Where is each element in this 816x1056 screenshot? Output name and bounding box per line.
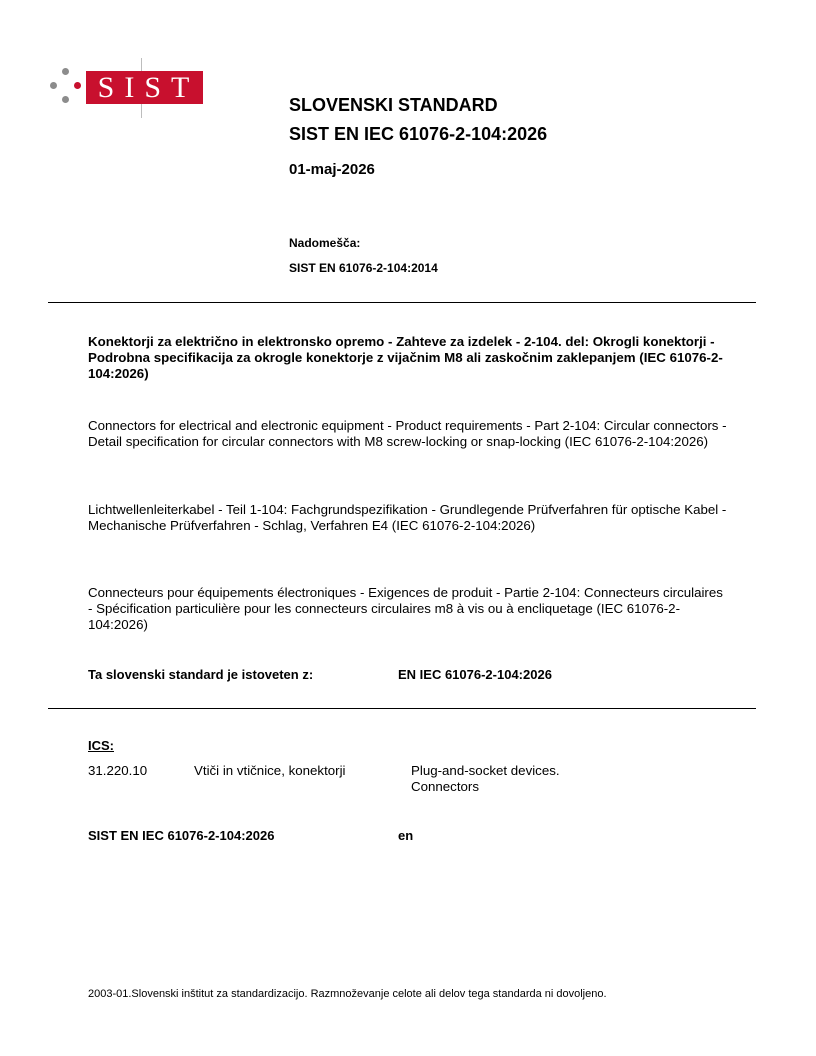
- logo-dot: [62, 68, 69, 75]
- logo-dots: [48, 68, 82, 108]
- bottom-divider: [48, 708, 756, 709]
- ics-heading: ICS:: [88, 738, 114, 753]
- title-french: Connecteurs pour équipements électroniques - Exigences de produit - Partie 2-104: Connecteurs circulaires - Spécification particulière pour les connecteurs circulaires m8 à vis ou à encliquetage (IEC 61076-2-104:2026): [88, 585, 723, 632]
- designation-language: en: [398, 828, 414, 843]
- logo-dot: [62, 96, 69, 103]
- logo-dot-accent: [74, 82, 81, 89]
- title-english: Connectors for electrical and electronic equipment - Product requirements - Part 2-104: Circular connectors - Detail specification for circular connectors with M8 screw-locking or snap-locking (IEC 61076-2-104:2026): [88, 418, 727, 449]
- ics-english-line2: Connectors: [411, 779, 479, 794]
- replaces-value: SIST EN 61076-2-104:2014: [289, 261, 438, 275]
- replaces-label: Nadomešča:: [289, 236, 361, 250]
- standard-code-heading: SIST EN IEC 61076-2-104:2026: [289, 124, 548, 144]
- title-german: Lichtwellenleiterkabel - Teil 1-104: Fachgrundspezifikation - Grundlegende Prüfverfahren für optische Kabel - Mechanische Prüfverfahren - Schlag, Verfahren E4 (IEC 61076-2-104:2026): [88, 502, 727, 533]
- top-divider: [48, 302, 756, 303]
- publication-date: 01-maj-2026: [289, 161, 375, 178]
- designation-code: SIST EN IEC 61076-2-104:2026: [88, 828, 275, 843]
- sist-logo: [86, 71, 203, 104]
- copyright-footer: 2003-01.Slovenski inštitut za standardizacijo. Razmnoževanje celote ali delov tega standarda ni dovoljeno.: [88, 988, 607, 1000]
- sist-logo-text: SIST: [97, 70, 200, 104]
- ics-english-line1: Plug-and-socket devices.: [411, 763, 560, 778]
- logo-dot: [50, 82, 57, 89]
- standard-type-heading: SLOVENSKI STANDARD: [289, 95, 498, 115]
- identical-value: EN IEC 61076-2-104:2026: [398, 667, 552, 682]
- title-slovenian: Konektorji za električno in elektronsko opremo - Zahteve za izdelek - 2-104. del: Okrogli konektorji - Podrobna specifikacija za okrogle konektorje z vijačnim M8 ali zaskočnim zaklepanjem (IEC 61076-2-104:2026): [88, 334, 723, 381]
- ics-code: 31.220.10: [88, 763, 148, 778]
- ics-slovenian: Vtiči in vtičnice, konektorji: [194, 763, 346, 778]
- identical-label: Ta slovenski standard je istoveten z:: [88, 667, 314, 682]
